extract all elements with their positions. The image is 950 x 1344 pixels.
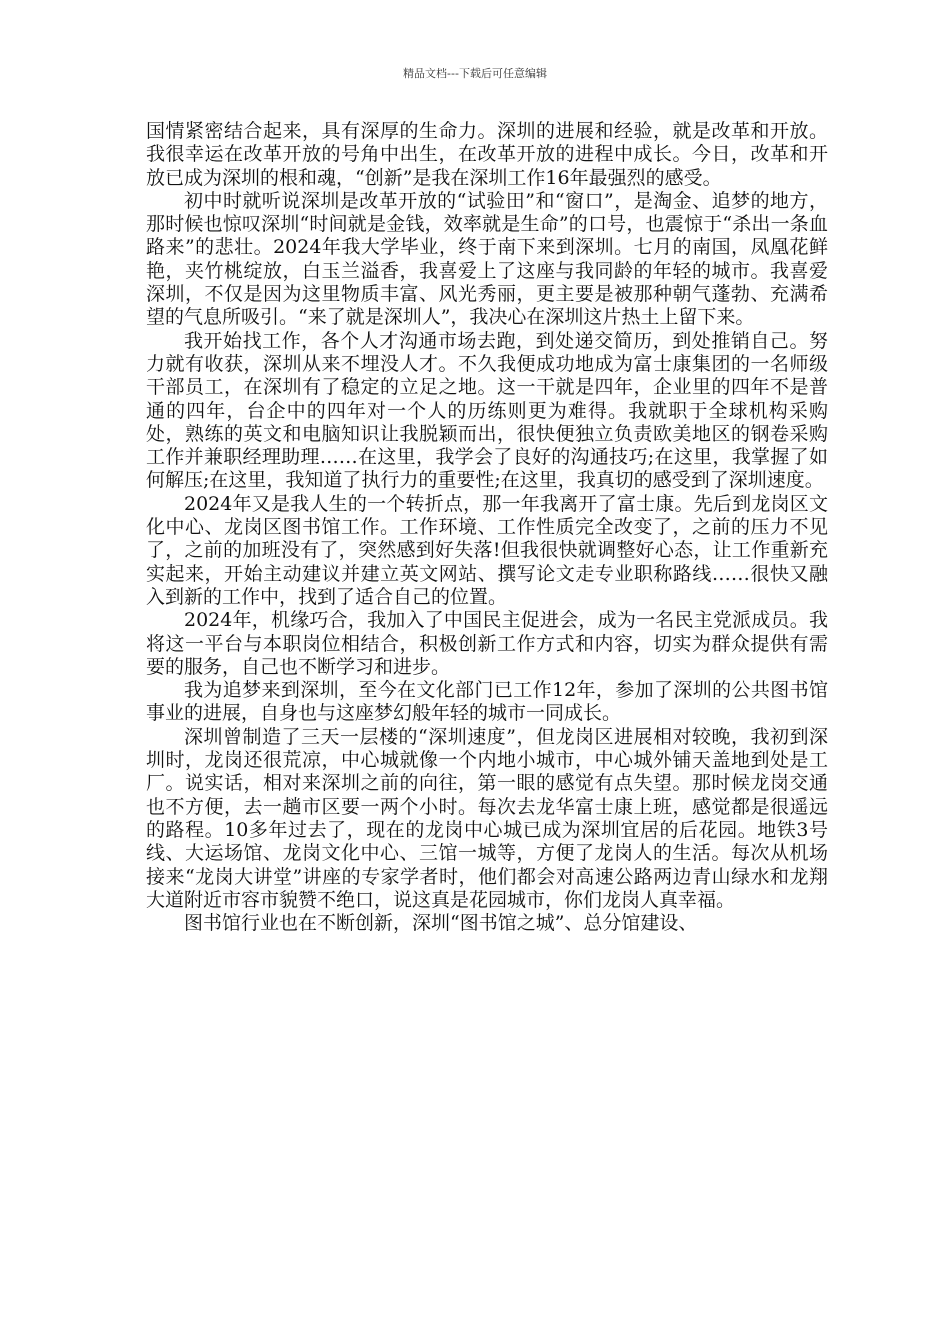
page-header: 精品文档---下载后可任意编辑 — [403, 67, 547, 80]
paragraph-3: 我开始找工作，各个人才沟通市场去跑，到处递交简历，到处推销自己。努力就有收获，深圳从来不埋没人才。不久我便成功地成为富士康集团的一名师级干部员工，在深圳有了稳定的立足之地。这一干就是四年，企业里的四年不是普通的四年，台企中的四年对一个人的历练则更为难得。我就职于全球机构采购处，熟练的英文和电脑知识让我脱颖而出，很快便独立负责欧美地区的钢卷采购工作并兼职经理助理……在这里，我学会了良好的沟通技巧;在这里，我掌握了如何解压;在这里，我知道了执行力的重要性;在这里，我真切的感受到了深圳速度。 — [146, 329, 828, 492]
paragraph-1: 国情紧密结合起来，具有深厚的生命力。深圳的进展和经验，就是改革和开放。我很幸运在改革开放的号角中出生，在改革开放的进程中成长。今日，改革和开放已成为深圳的根和魂，“创新”是我在深圳工作16年最强烈的感受。 — [146, 120, 828, 189]
paragraph-8: 图书馆行业也在不断创新，深圳“图书馆之城”、总分馆建设、 — [184, 912, 698, 935]
paragraph-6: 我为追梦来到深圳，至今在文化部门已工作12年，参加了深圳的公共图书馆事业的进展，自身也与这座梦幻般年轻的城市一同成长。 — [146, 679, 828, 725]
paragraph-7: 深圳曾制造了三天一层楼的“深圳速度”，但龙岗区进展相对较晚，我初到深圳时，龙岗还很荒凉，中心城就像一个内地小城市，中心城外铺天盖地到处是工厂。说实话，相对来深圳之前的向往，第一眼的感觉有点失望。那时候龙岗交通也不方便，去一趟市区要一两个小时。每次去龙华富士康上班，感觉都是很遥远的路程。10多年过去了，现在的龙岗中心城已成为深圳宜居的后花园。地铁3号线、大运场馆、龙岗文化中心、三馆一城等，方便了龙岗人的生活。每次从机场接来“龙岗大讲堂”讲座的专家学者时，他们都会对高速公路两边青山绿水和龙翔大道附近市容市貌赞不绝口，说这真是花园城市，你们龙岗人真幸福。 — [146, 725, 828, 911]
paragraph-2: 初中时就听说深圳是改革开放的“试验田”和“窗口”，是淘金、追梦的地方，那时候也惊叹深圳“时间就是金钱，效率就是生命”的口号，也震惊于“杀出一条血路来”的悲壮。2024年我大学毕业，终于南下来到深圳。七月的南国，凤凰花鲜艳，夹竹桃绽放，白玉兰溢香，我喜爱上了这座与我同龄的年轻的城市。我喜爱深圳，不仅是因为这里物质丰富、风光秀丽，更主要是被那种朝气蓬勃、充满希望的气息所吸引。“来了就是深圳人”，我决心在深圳这片热土上留下来。 — [146, 189, 828, 329]
document-body — [146, 120, 828, 935]
paragraph-5: 2024年，机缘巧合，我加入了中国民主促进会，成为一名民主党派成员。我将这一平台与本职岗位相结合，积极创新工作方式和内容，切实为群众提供有需要的服务，自己也不断学习和进步。 — [146, 609, 828, 678]
paragraph-4: 2024年又是我人生的一个转折点，那一年我离开了富士康。先后到龙岗区文化中心、龙岗区图书馆工作。工作环境、工作性质完全改变了，之前的压力不见了，之前的加班没有了，突然感到好失落!但我很快就调整好心态，让工作重新充实起来，开始主动建议并建立英文网站、撰写论文走专业职称路线……很快又融入到新的工作中，找到了适合自己的位置。 — [146, 492, 828, 608]
